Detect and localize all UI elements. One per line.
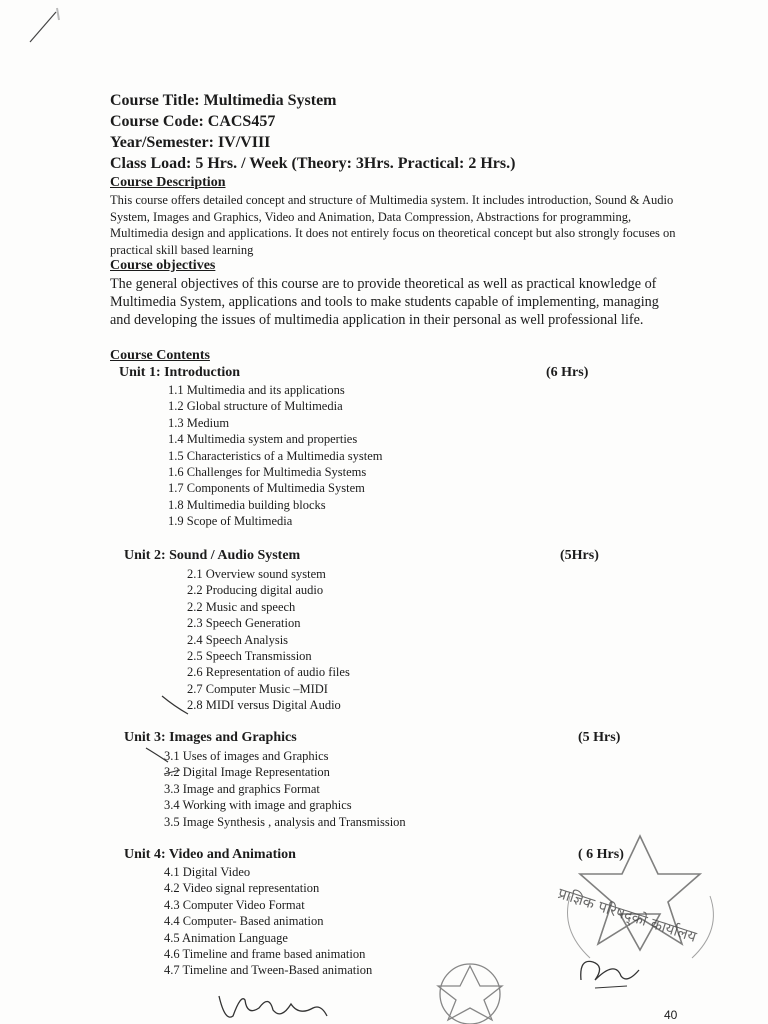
unit-title: Unit 4: Video and Animation: [124, 847, 296, 862]
list-item: 1.6 Challenges for Multimedia Systems: [168, 465, 367, 480]
list-item: 1.5 Characteristics of a Multimedia system: [168, 448, 383, 463]
course-description-text: This course offers detailed concept and structure of Multimedia system. It includes introduction, Sound & Audio System, Images and Graphics, Video and Animation, Data Compression, Abstractions for programming, Multimedia design and applications. It does not entirely focus on theoretical concept but also strongly focuses on practical skill based learning: [110, 193, 676, 257]
list-item: 3.1 Uses of images and Graphics: [164, 749, 329, 763]
page-number: 40: [664, 1008, 678, 1022]
unit-hours: (6 Hrs): [546, 365, 589, 380]
list-item: 2.8 MIDI versus Digital Audio: [187, 698, 341, 713]
seal-text: प्राज्ञिक परिषद्को कार्यालय: [555, 884, 699, 946]
bottom-seal-stamp: [410, 962, 530, 1024]
course-code: Course Code: CACS457: [110, 113, 276, 130]
pen-mark: [26, 6, 66, 46]
unit-4-topic-list: [164, 864, 372, 979]
list-item: 4.3 Computer Video Format: [164, 897, 305, 912]
handwritten-initials: [575, 950, 645, 992]
unit-title: Unit 3: Images and Graphics: [124, 730, 297, 745]
list-item: 2.3 Speech Generation: [187, 616, 301, 631]
list-item: 1.4 Multimedia system and properties: [168, 432, 358, 447]
unit-3-topic-list: [164, 748, 406, 830]
list-item: 2.1 Overview sound system: [187, 567, 326, 581]
year-semester: Year/Semester: IV/VIII: [110, 134, 271, 151]
list-item: 2.2 Producing digital audio: [187, 583, 324, 598]
course-objectives-text: The general objectives of this course are to provide theoretical as well as practical knowledge of Multimedia System, applications and tools to make students capable of implementing, managing and developing the issues of multimedia application in their personal as well professional life.: [110, 276, 659, 328]
list-item: 4.7 Timeline and Tween-Based animation: [164, 963, 373, 978]
class-load: Class Load: 5 Hrs. / Week (Theory: 3Hrs. Practical: 2 Hrs.): [110, 155, 516, 172]
pen-tick-mark: [144, 744, 184, 778]
list-item: 1.7 Components of Multimedia System: [168, 481, 365, 496]
pen-tick-mark: [160, 692, 192, 718]
list-item: 4.5 Animation Language: [164, 930, 288, 945]
list-item: 2.6 Representation of audio files: [187, 665, 350, 680]
unit-2-topic-list: [187, 566, 350, 714]
unit-hours: ( 6 Hrs): [578, 847, 624, 862]
list-item: 2.2 Music and speech: [187, 599, 296, 614]
list-item: 4.2 Video signal representation: [164, 881, 320, 896]
unit-title: Unit 1: Introduction: [119, 365, 241, 380]
list-item: 2.5 Speech Transmission: [187, 649, 312, 664]
list-item: 1.2 Global structure of Multimedia: [168, 399, 343, 414]
unit-1-topic-list: [168, 382, 383, 530]
course-contents-heading: Course Contents: [110, 348, 210, 363]
unit-hours: (5Hrs): [560, 548, 599, 563]
list-item: 1.9 Scope of Multimedia: [168, 514, 293, 529]
list-item: 2.4 Speech Analysis: [187, 632, 289, 647]
list-item: 1.1 Multimedia and its applications: [168, 383, 345, 397]
list-item: 4.4 Computer- Based animation: [164, 914, 324, 929]
list-item: 1.8 Multimedia building blocks: [168, 497, 326, 512]
unit-hours: (5 Hrs): [578, 730, 621, 745]
signature: [215, 986, 335, 1024]
course-title: Course Title: Multimedia System: [110, 92, 337, 109]
list-item: 4.1 Digital Video: [164, 865, 251, 879]
list-item: 3.3 Image and graphics Format: [164, 781, 320, 796]
course-objectives-heading: Course objectives: [110, 258, 216, 273]
list-item: 3.4 Working with image and graphics: [164, 798, 352, 813]
list-item: 3.2 Digital Image Representation: [164, 765, 330, 780]
course-description-heading: Course Description: [110, 175, 226, 190]
list-item: 1.3 Medium: [168, 415, 230, 430]
list-item: 3.5 Image Synthesis , analysis and Transmission: [164, 814, 406, 829]
unit-title: Unit 2: Sound / Audio System: [124, 548, 301, 563]
list-item: 4.6 Timeline and frame based animation: [164, 947, 366, 962]
list-item: 2.7 Computer Music –MIDI: [187, 681, 328, 696]
